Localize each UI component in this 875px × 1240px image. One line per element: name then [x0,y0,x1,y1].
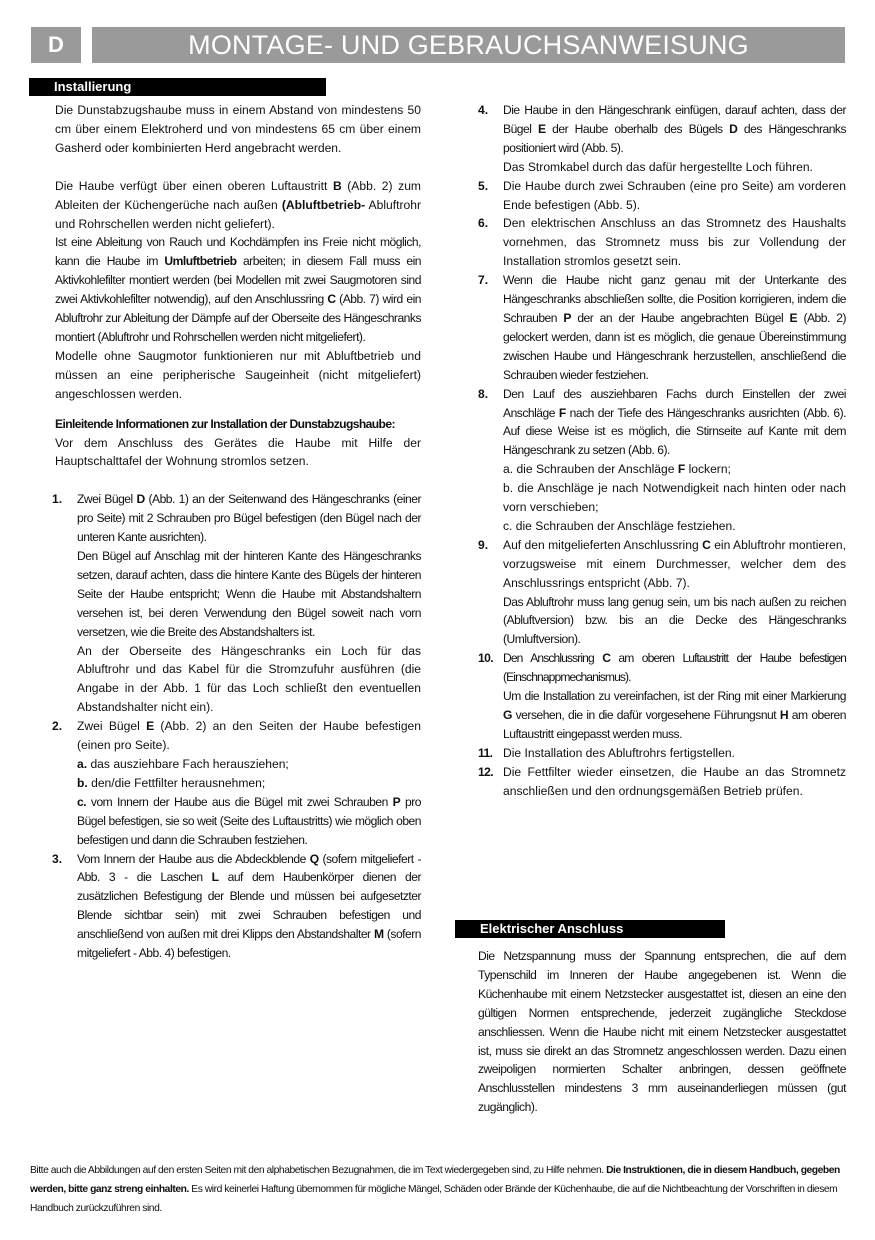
section-heading-installation: Installierung [29,78,326,96]
step-2: 2. Zwei Bügel E (Abb. 2) an den Seiten der Haube befestigen (einen pro Seite). a. das ausziehbare Fach herausziehen; b. den/die Fettfilter herausnehmen; c. vom Innern der Haube aus die Bügel mit zwei Schrauben P pro Bügel befestigen, sie so weit (Seite des Luftaustritts) wie möglich oben befestigen und dann die Schrauben festziehen. [52,717,421,849]
step-number: 12. [478,764,494,779]
step-9: 9. Auf den mitgelieferten Anschlussring C ein Abluftrohr montieren, vorzugsweise mit einem Durchmesser, welcher dem des Anschlussrings entspricht (Abb. 7). Das Abluftrohr muss lang genug sein, um bis nach außen zu reichen (Abluftversion) bzw. bis an die Decke des Hängeschranks (Umluftversion). [478,536,846,649]
step-number: 7. [478,273,489,288]
right-column [478,101,846,801]
section-heading-electrical: Elektrischer Anschluss [455,920,725,938]
step-number: 11. [478,745,493,760]
language-badge: D [31,27,81,63]
step-3: 3. Vom Innern der Haube aus die Abdeckblende Q (sofern mitgeliefert - Abb. 3 - die Laschen L auf dem Haubenkörper dienen der zusätzlichen Befestigung der Blende und müssen bei aufgesetzter Blende sichtbar sein) mit zwei Schrauben befestigen und anschließend von außen mit drei Klipps den Abstandshalter M (sofern mitgeliefert - Abb. 4) befestigen. [52,850,421,963]
install-paragraph-distance: Die Dunstabzugshaube muss in einem Abstand von mindestens 50 cm über einem Elektroherd und von mindestens 65 cm über einem Gasherd oder kombinierten Herd angebracht werden. [55,103,421,155]
step-8: 8. Den Lauf des ausziehbaren Fachs durch Einstellen der zwei Anschläge F nach der Tiefe des Hängeschranks ausrichten (Abb. 6). Auf diese Weise ist es möglich, die Stirnseite auf Kante mit dem Hängeschrank zu setzen (Abb. 6). a. die Schrauben der Anschläge F lockern; b. die Anschläge je nach Notwendigkeit nach hinten oder nach vorn verschieben; c. die Schrauben der Anschläge festziehen. [478,385,846,536]
install-paragraph-outlet: Die Haube verfügt über einen oberen Luftaustritt B (Abb. 2) zum Ableiten der Küchengerüche nach außen (Abluftbetrieb- Abluftrohr und Rohrschellen werden nicht geliefert). [55,178,421,231]
step-11: 11. Die Installation des Abluftrohrs fertigstellen. [478,744,846,763]
step-number: 2. [52,719,63,734]
install-paragraph-no-motor: Modelle ohne Saugmotor funktionieren nur mit Abluftbetrieb und müssen an eine peripherische Saugeinheit (nicht mitgeliefert) angeschlossen werden. [55,348,421,401]
electrical-connection-text: Die Netzspannung muss der Spannung entsprechen, die auf dem Typenschild im Inneren der Haube angegebenen ist. Wenn die Küchenhaube mit einem Netzstecker ausgestattet ist, diesen an eine den gültigen Normen entsprechende, jederzeit zugängliche Steckdose anschliessen. Wenn die Haube nicht mit einem Netzstecker ausgestattet ist, muss sie direkt an das Stromnetz angeschlossen werden. Dazu einen zweipoligen normierten Schalter anbringen, dessen geöffnete Anschlusstellen mindestens 3 mm auseinanderliegen müssen (gut zugänglich). [478,949,846,1115]
step-number: 5. [478,178,489,193]
step-1: 1. Zwei Bügel D (Abb. 1) an der Seitenwand des Hängeschranks (einer pro Seite) mit 2 Schrauben pro Bügel befestigen (den Bügel nach der unteren Kante ausrichten). Den Bügel auf Anschlag mit der hinteren Kante des Hängeschranks setzen, darauf achten, dass die hintere Kante des Bügels der hinteren Seite der Haube entspricht; Wenn die Haube mit Abstandshaltern versehen ist, bei deren Verwendung den Bügel soweit nach vorn versetzen, wie die Breite des Abstandshalters ist. An der Oberseite des Hängeschranks ein Loch für das Abluftrohr und das Kabel für die Stromzufuhr ausführen (die Angabe in der Abb. 1 für das Loch schließt den eventuellen Abstandshalter nicht ein). [52,490,421,717]
intro-text: Vor dem Anschluss des Gerätes die Haube mit Hilfe der Hauptschalttafel der Wohnung stromlos setzen. [55,435,421,469]
step-7: 7. Wenn die Haube nicht ganz genau mit der Unterkante des Hängeschranks abschließen sollte, die Position korrigieren, indem die Schrauben P der an der Haube angebrachten Bügel E (Abb. 2) gelockert werden, dann ist es möglich, die genaue Übereinstimmung zwischen Haube und Hängeschrank herzustellen, anschließend die Schrauben wieder festziehen. [478,271,846,384]
intro-heading: Einleitende Informationen zur Installation der Dunstabzugshaube: [55,416,395,431]
left-column [52,101,422,963]
step-number: 6. [478,216,489,231]
step-number: 10. [478,651,494,666]
step-number: 1. [52,492,63,507]
step-12: 12. Die Fettfilter wieder einsetzen, die Haube an das Stromnetz anschließen und den ordnungsgemäßen Betrieb prüfen. [478,763,846,801]
step-number: 9. [478,537,489,552]
step-number: 3. [52,851,63,866]
page-title: MONTAGE- UND GEBRAUCHSANWEISUNG [92,27,845,63]
step-number: 8. [478,386,489,401]
footer-note: Bitte auch die Abbildungen auf den ersten Seiten mit den alphabetischen Bezugnahmen, die im Text wiedergegeben sind, zu Hilfe nehmen. Die Instruktionen, die in diesem Handbuch, gegeben werden, bitte ganz streng einhalten. Es wird keinerlei Haftung übernommen für mögliche Mängel, Schäden oder Brände der Küchenhaube, die auf die Nichtbeachtung der Vorschriften in diesem Handbuch zurückzuführen sind. [30,1165,840,1214]
step-6: 6. Den elektrischen Anschluss an das Stromnetz des Haushalts vornehmen, das Stromnetz muss bis zur Vollendung der Installation stromlos gesetzt sein. [478,214,846,271]
step-10: 10. Den Anschlussring C am oberen Luftaustritt der Haube befestigen (Einschnappmechanismus). Um die Installation zu vereinfachen, ist der Ring mit einer Markierung G versehen, die in die dafür vorgesehene Führungsnut H am oberen Luftaustritt eingepasst werden muss. [478,649,846,744]
step-5: 5. Die Haube durch zwei Schrauben (eine pro Seite) am vorderen Ende befestigen (Abb. 5). [478,177,846,215]
step-number: 4. [478,103,489,117]
step-4: 4. Die Haube in den Hängeschrank einfügen, darauf achten, dass der Bügel E der Haube oberhalb des Bügels D des Hängeschranks positioniert wird (Abb. 5). Das Stromkabel durch das dafür hergestellte Loch führen. [478,101,846,177]
install-paragraph-recirculation: Ist eine Ableitung von Rauch und Kochdämpfen ins Freie nicht möglich, kann die Haube im Umluftbetrieb arbeiten; in diesem Fall muss ein Aktivkohlefilter montiert werden (bei Modellen mit zwei Saugmotoren sind zwei Aktivkohlefilter notwendig), auf den Anschlussring C (Abb. 7) wird ein Abluftrohr zur Ableitung der Dämpfe auf der Oberseite des Hängeschranks montiert (Abluftrohr und Rohrschellen werden nicht mitgeliefert). [55,235,421,344]
